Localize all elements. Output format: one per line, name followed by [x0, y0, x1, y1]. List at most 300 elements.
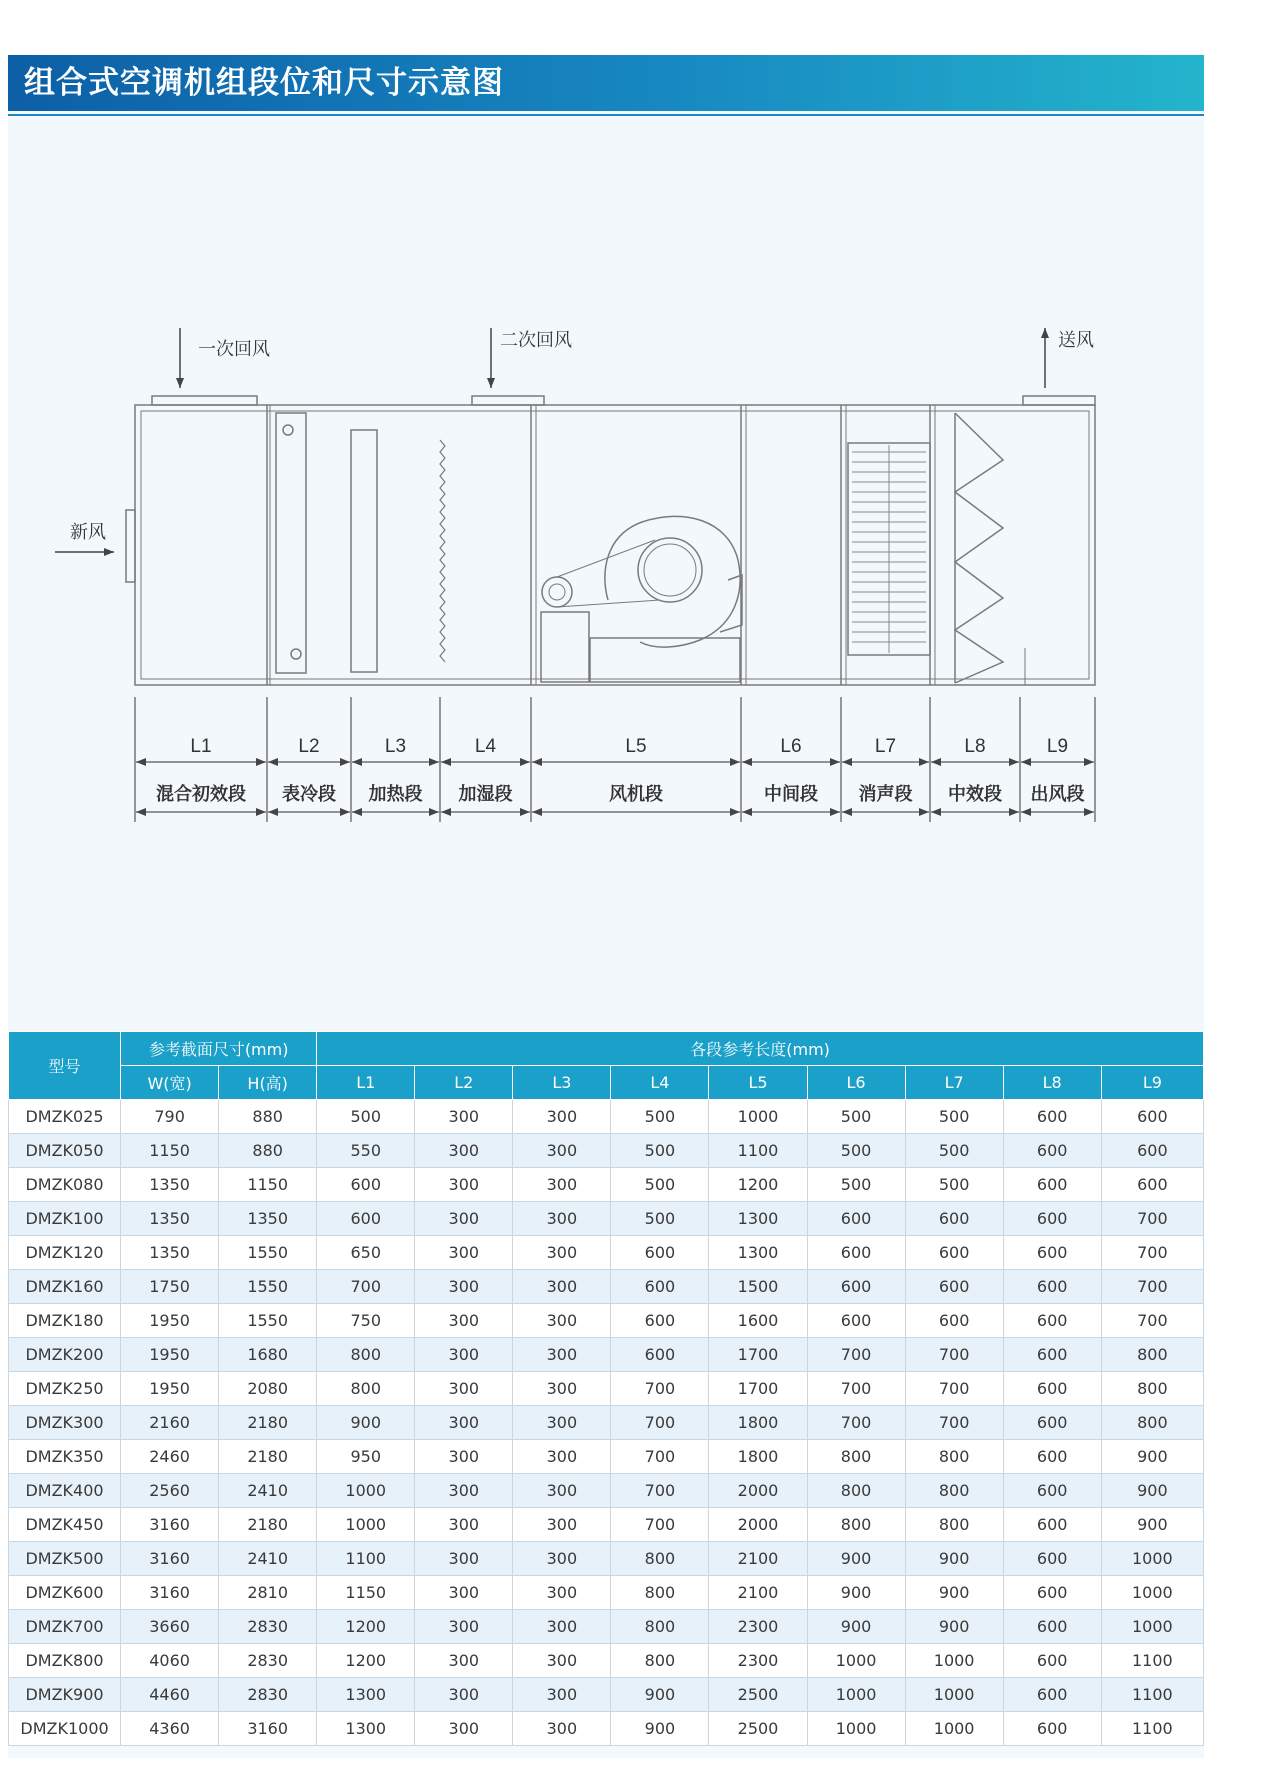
- model-cell: DMZK160: [9, 1270, 121, 1304]
- value-cell: 880: [219, 1134, 317, 1168]
- supply-label: 送风: [1058, 330, 1094, 350]
- humidifier-element: [440, 440, 445, 662]
- value-cell: 600: [1003, 1168, 1101, 1202]
- value-cell: 800: [905, 1440, 1003, 1474]
- value-cell: 1100: [709, 1134, 807, 1168]
- value-cell: 300: [415, 1100, 513, 1134]
- value-cell: 1800: [709, 1440, 807, 1474]
- value-cell: 500: [905, 1134, 1003, 1168]
- value-cell: 4060: [121, 1644, 219, 1678]
- value-cell: 600: [1003, 1610, 1101, 1644]
- value-cell: 600: [1003, 1474, 1101, 1508]
- value-cell: 300: [513, 1134, 611, 1168]
- value-cell: 1200: [317, 1644, 415, 1678]
- value-cell: 2180: [219, 1406, 317, 1440]
- value-cell: 300: [415, 1134, 513, 1168]
- table-row: [9, 1678, 1204, 1712]
- value-cell: 600: [1003, 1304, 1101, 1338]
- value-cell: 300: [513, 1100, 611, 1134]
- value-cell: 800: [905, 1474, 1003, 1508]
- value-cell: 1100: [317, 1542, 415, 1576]
- value-cell: 800: [1101, 1338, 1203, 1372]
- section-code-label: L5: [625, 736, 647, 757]
- section-code-label: L1: [190, 736, 212, 757]
- value-cell: 300: [513, 1440, 611, 1474]
- column-header: L5: [709, 1066, 807, 1100]
- table-row: [9, 1270, 1204, 1304]
- value-cell: 1350: [121, 1202, 219, 1236]
- value-cell: 700: [611, 1406, 709, 1440]
- value-cell: 700: [1101, 1202, 1203, 1236]
- value-cell: 300: [513, 1542, 611, 1576]
- section-name-label: 加热段: [368, 784, 423, 804]
- value-cell: 1000: [1101, 1576, 1203, 1610]
- value-cell: 600: [1003, 1338, 1101, 1372]
- section-name-label: 混合初效段: [156, 784, 246, 804]
- value-cell: 2300: [709, 1610, 807, 1644]
- value-cell: 600: [1003, 1440, 1101, 1474]
- column-header: L8: [1003, 1066, 1101, 1100]
- spec-table: [8, 1031, 1204, 1746]
- value-cell: 600: [1101, 1100, 1203, 1134]
- value-cell: 2300: [709, 1644, 807, 1678]
- model-cell: DMZK800: [9, 1644, 121, 1678]
- value-cell: 800: [317, 1338, 415, 1372]
- value-cell: 800: [611, 1644, 709, 1678]
- value-cell: 700: [905, 1338, 1003, 1372]
- value-cell: 1300: [317, 1678, 415, 1712]
- value-cell: 1500: [709, 1270, 807, 1304]
- value-cell: 3160: [219, 1712, 317, 1746]
- value-cell: 300: [513, 1338, 611, 1372]
- value-cell: 300: [513, 1474, 611, 1508]
- value-cell: 300: [415, 1610, 513, 1644]
- value-cell: 600: [611, 1304, 709, 1338]
- value-cell: 1000: [905, 1644, 1003, 1678]
- column-header: L6: [807, 1066, 905, 1100]
- column-header: L4: [611, 1066, 709, 1100]
- value-cell: 600: [807, 1202, 905, 1236]
- value-cell: 500: [807, 1168, 905, 1202]
- value-cell: 600: [1003, 1542, 1101, 1576]
- value-cell: 700: [1101, 1304, 1203, 1338]
- table-row: [9, 1100, 1204, 1134]
- value-cell: 2160: [121, 1406, 219, 1440]
- value-cell: 300: [513, 1304, 611, 1338]
- value-cell: 300: [513, 1576, 611, 1610]
- value-cell: 4460: [121, 1678, 219, 1712]
- value-cell: 600: [611, 1236, 709, 1270]
- table-row: [9, 1338, 1204, 1372]
- value-cell: 500: [905, 1100, 1003, 1134]
- value-cell: 500: [317, 1100, 415, 1134]
- fan-motor-pulley-inner: [549, 584, 565, 600]
- section-code-label: L6: [780, 736, 802, 757]
- value-cell: 700: [611, 1372, 709, 1406]
- value-cell: 300: [415, 1644, 513, 1678]
- table-row: [9, 1508, 1204, 1542]
- value-cell: 1700: [709, 1372, 807, 1406]
- section-code-label: L4: [474, 736, 497, 757]
- value-cell: 2000: [709, 1508, 807, 1542]
- value-cell: 1000: [807, 1678, 905, 1712]
- value-cell: 300: [415, 1270, 513, 1304]
- value-cell: 300: [513, 1270, 611, 1304]
- value-cell: 500: [611, 1134, 709, 1168]
- value-cell: 600: [1003, 1678, 1101, 1712]
- model-cell: DMZK1000: [9, 1712, 121, 1746]
- cooling-coil: [276, 413, 306, 673]
- value-cell: 300: [513, 1372, 611, 1406]
- value-cell: 700: [611, 1508, 709, 1542]
- model-cell: DMZK050: [9, 1134, 121, 1168]
- value-cell: 700: [807, 1372, 905, 1406]
- value-cell: 500: [611, 1168, 709, 1202]
- section-name-label: 中间段: [764, 784, 818, 804]
- model-cell: DMZK250: [9, 1372, 121, 1406]
- unit-casing: [135, 405, 1095, 685]
- value-cell: 500: [611, 1202, 709, 1236]
- value-cell: 1600: [709, 1304, 807, 1338]
- value-cell: 300: [415, 1542, 513, 1576]
- value-cell: 600: [611, 1270, 709, 1304]
- value-cell: 600: [317, 1202, 415, 1236]
- secondary-return-collar: [472, 396, 544, 405]
- value-cell: 800: [611, 1610, 709, 1644]
- column-header: L2: [415, 1066, 513, 1100]
- value-cell: 2410: [219, 1474, 317, 1508]
- value-cell: 500: [611, 1100, 709, 1134]
- model-cell: DMZK700: [9, 1610, 121, 1644]
- value-cell: 650: [317, 1236, 415, 1270]
- value-cell: 300: [415, 1712, 513, 1746]
- table-row: [9, 1168, 1204, 1202]
- value-cell: 300: [415, 1304, 513, 1338]
- value-cell: 900: [1101, 1474, 1203, 1508]
- value-cell: 1350: [121, 1236, 219, 1270]
- value-cell: 2180: [219, 1440, 317, 1474]
- value-cell: 900: [807, 1610, 905, 1644]
- value-cell: 550: [317, 1134, 415, 1168]
- value-cell: 600: [1003, 1576, 1101, 1610]
- model-cell: DMZK080: [9, 1168, 121, 1202]
- section-code-label: L8: [964, 736, 986, 757]
- section-name-label: 风机段: [609, 784, 663, 804]
- value-cell: 800: [611, 1576, 709, 1610]
- value-cell: 2830: [219, 1644, 317, 1678]
- value-cell: 1680: [219, 1338, 317, 1372]
- table-row: [9, 1644, 1204, 1678]
- section-code-label: L3: [384, 736, 407, 757]
- value-cell: 1100: [1101, 1644, 1203, 1678]
- value-cell: 800: [1101, 1372, 1203, 1406]
- value-cell: 1000: [905, 1712, 1003, 1746]
- fan-belt: [557, 600, 660, 607]
- value-cell: 600: [905, 1202, 1003, 1236]
- length-header: 各段参考长度(mm): [317, 1032, 1204, 1066]
- value-cell: 600: [1003, 1406, 1101, 1440]
- model-cell: DMZK600: [9, 1576, 121, 1610]
- value-cell: 1100: [1101, 1678, 1203, 1712]
- value-cell: 2080: [219, 1372, 317, 1406]
- bag-filter: [955, 413, 1003, 683]
- value-cell: 3160: [121, 1508, 219, 1542]
- value-cell: 300: [513, 1644, 611, 1678]
- value-cell: 1100: [1101, 1712, 1203, 1746]
- model-header: 型号: [9, 1032, 121, 1100]
- value-cell: 800: [1101, 1406, 1203, 1440]
- value-cell: 600: [1003, 1100, 1101, 1134]
- fresh-air-label: 新风: [70, 522, 106, 542]
- value-cell: 1200: [709, 1168, 807, 1202]
- column-header: W(宽): [121, 1066, 219, 1100]
- value-cell: 600: [1003, 1202, 1101, 1236]
- value-cell: 900: [611, 1678, 709, 1712]
- value-cell: 300: [415, 1440, 513, 1474]
- value-cell: 700: [905, 1406, 1003, 1440]
- supply-collar: [1023, 396, 1095, 405]
- value-cell: 300: [513, 1508, 611, 1542]
- table-row: [9, 1372, 1204, 1406]
- section-code-label: L9: [1046, 736, 1069, 757]
- value-cell: 300: [415, 1678, 513, 1712]
- value-cell: 300: [415, 1338, 513, 1372]
- value-cell: 700: [807, 1338, 905, 1372]
- column-header: L7: [905, 1066, 1003, 1100]
- value-cell: 800: [317, 1372, 415, 1406]
- section-code-label: L7: [874, 736, 897, 757]
- value-cell: 300: [513, 1236, 611, 1270]
- section-name-label: 出风段: [1030, 784, 1085, 804]
- value-cell: 1800: [709, 1406, 807, 1440]
- value-cell: 600: [905, 1236, 1003, 1270]
- column-header: L9: [1101, 1066, 1203, 1100]
- value-cell: 600: [1003, 1270, 1101, 1304]
- page-title: 组合式空调机组段位和尺寸示意图: [24, 65, 504, 101]
- coil-port-icon: [283, 425, 293, 435]
- fan-housing: [605, 516, 740, 647]
- value-cell: 700: [807, 1406, 905, 1440]
- value-cell: 700: [1101, 1236, 1203, 1270]
- table-row: [9, 1610, 1204, 1644]
- value-cell: 600: [611, 1338, 709, 1372]
- coil-port-icon: [291, 649, 301, 659]
- value-cell: 1350: [219, 1202, 317, 1236]
- table-row: [9, 1440, 1204, 1474]
- value-cell: 300: [513, 1202, 611, 1236]
- value-cell: 1000: [807, 1644, 905, 1678]
- value-cell: 1350: [121, 1168, 219, 1202]
- value-cell: 2560: [121, 1474, 219, 1508]
- value-cell: 900: [611, 1712, 709, 1746]
- model-cell: DMZK120: [9, 1236, 121, 1270]
- table-row: [9, 1474, 1204, 1508]
- value-cell: 600: [1003, 1508, 1101, 1542]
- value-cell: 700: [905, 1372, 1003, 1406]
- value-cell: 900: [317, 1406, 415, 1440]
- value-cell: 3660: [121, 1610, 219, 1644]
- value-cell: 300: [415, 1474, 513, 1508]
- value-cell: 300: [415, 1576, 513, 1610]
- value-cell: 880: [219, 1100, 317, 1134]
- value-cell: 600: [905, 1270, 1003, 1304]
- value-cell: 300: [513, 1678, 611, 1712]
- value-cell: 700: [611, 1474, 709, 1508]
- value-cell: 1000: [1101, 1610, 1203, 1644]
- value-cell: 2100: [709, 1576, 807, 1610]
- table-row: [9, 1202, 1204, 1236]
- value-cell: 1150: [317, 1576, 415, 1610]
- value-cell: 2180: [219, 1508, 317, 1542]
- section-code-label: L2: [298, 736, 320, 757]
- value-cell: 300: [415, 1372, 513, 1406]
- value-cell: 600: [807, 1236, 905, 1270]
- value-cell: 1150: [219, 1168, 317, 1202]
- value-cell: 1950: [121, 1338, 219, 1372]
- value-cell: 800: [611, 1542, 709, 1576]
- model-cell: DMZK300: [9, 1406, 121, 1440]
- model-cell: DMZK350: [9, 1440, 121, 1474]
- value-cell: 2100: [709, 1542, 807, 1576]
- value-cell: 1750: [121, 1270, 219, 1304]
- value-cell: 600: [807, 1304, 905, 1338]
- value-cell: 1000: [905, 1678, 1003, 1712]
- value-cell: 3160: [121, 1576, 219, 1610]
- value-cell: 300: [415, 1508, 513, 1542]
- value-cell: 950: [317, 1440, 415, 1474]
- column-header: L3: [513, 1066, 611, 1100]
- value-cell: 1000: [317, 1474, 415, 1508]
- model-cell: DMZK100: [9, 1202, 121, 1236]
- model-cell: DMZK900: [9, 1678, 121, 1712]
- value-cell: 600: [905, 1304, 1003, 1338]
- value-cell: 1000: [317, 1508, 415, 1542]
- model-cell: DMZK025: [9, 1100, 121, 1134]
- value-cell: 2000: [709, 1474, 807, 1508]
- value-cell: 1300: [709, 1236, 807, 1270]
- section-name-label: 表冷段: [282, 784, 336, 804]
- value-cell: 800: [807, 1474, 905, 1508]
- value-cell: 600: [317, 1168, 415, 1202]
- value-cell: 600: [1101, 1168, 1203, 1202]
- value-cell: 600: [1003, 1236, 1101, 1270]
- value-cell: 2810: [219, 1576, 317, 1610]
- value-cell: 1950: [121, 1304, 219, 1338]
- table-row: [9, 1542, 1204, 1576]
- fresh-air-collar: [126, 510, 135, 582]
- table-row: [9, 1712, 1204, 1746]
- value-cell: 300: [415, 1236, 513, 1270]
- value-cell: 700: [1101, 1270, 1203, 1304]
- value-cell: 800: [807, 1440, 905, 1474]
- model-cell: DMZK450: [9, 1508, 121, 1542]
- fan-motor: [541, 612, 589, 682]
- value-cell: 1950: [121, 1372, 219, 1406]
- value-cell: 3160: [121, 1542, 219, 1576]
- model-cell: DMZK400: [9, 1474, 121, 1508]
- value-cell: 300: [415, 1202, 513, 1236]
- value-cell: 900: [905, 1610, 1003, 1644]
- value-cell: 1000: [709, 1100, 807, 1134]
- value-cell: 1300: [709, 1202, 807, 1236]
- value-cell: 600: [1101, 1134, 1203, 1168]
- section-name-label: 中效段: [948, 784, 1002, 804]
- secondary-return-label: 二次回风: [500, 330, 572, 350]
- model-cell: DMZK180: [9, 1304, 121, 1338]
- table-row: [9, 1406, 1204, 1440]
- value-cell: 900: [1101, 1440, 1203, 1474]
- value-cell: 300: [513, 1712, 611, 1746]
- value-cell: 900: [807, 1542, 905, 1576]
- value-cell: 2830: [219, 1610, 317, 1644]
- value-cell: 900: [807, 1576, 905, 1610]
- value-cell: 4360: [121, 1712, 219, 1746]
- value-cell: 600: [1003, 1712, 1101, 1746]
- primary-return-label: 一次回风: [198, 339, 270, 359]
- table-row: [9, 1576, 1204, 1610]
- value-cell: 700: [317, 1270, 415, 1304]
- value-cell: 2500: [709, 1712, 807, 1746]
- value-cell: 500: [905, 1168, 1003, 1202]
- value-cell: 900: [905, 1576, 1003, 1610]
- value-cell: 1550: [219, 1304, 317, 1338]
- section-name-label: 加湿段: [458, 784, 513, 804]
- unit-casing-inner: [141, 411, 1089, 679]
- value-cell: 1550: [219, 1236, 317, 1270]
- primary-return-collar: [152, 396, 257, 405]
- value-cell: 600: [1003, 1134, 1101, 1168]
- section-name-label: 消声段: [858, 784, 913, 804]
- value-cell: 2830: [219, 1678, 317, 1712]
- value-cell: 300: [513, 1168, 611, 1202]
- value-cell: 750: [317, 1304, 415, 1338]
- fan-wheel: [638, 538, 702, 602]
- value-cell: 1000: [1101, 1542, 1203, 1576]
- value-cell: 1150: [121, 1134, 219, 1168]
- heating-coil: [351, 430, 377, 672]
- fan-motor-pulley: [542, 577, 572, 607]
- model-cell: DMZK500: [9, 1542, 121, 1576]
- value-cell: 2460: [121, 1440, 219, 1474]
- column-header: L1: [317, 1066, 415, 1100]
- value-cell: 700: [611, 1440, 709, 1474]
- value-cell: 800: [807, 1508, 905, 1542]
- column-header: H(高): [219, 1066, 317, 1100]
- section-size-header: 参考截面尺寸(mm): [121, 1032, 317, 1066]
- model-cell: DMZK200: [9, 1338, 121, 1372]
- value-cell: 1000: [807, 1712, 905, 1746]
- table-row: [9, 1134, 1204, 1168]
- fan-wheel-inner: [644, 544, 696, 596]
- value-cell: 300: [513, 1610, 611, 1644]
- value-cell: 2410: [219, 1542, 317, 1576]
- value-cell: 300: [415, 1406, 513, 1440]
- value-cell: 600: [1003, 1644, 1101, 1678]
- value-cell: 600: [807, 1270, 905, 1304]
- value-cell: 2500: [709, 1678, 807, 1712]
- table-row: [9, 1304, 1204, 1338]
- value-cell: 1200: [317, 1610, 415, 1644]
- value-cell: 600: [1003, 1372, 1101, 1406]
- value-cell: 900: [1101, 1508, 1203, 1542]
- value-cell: 1700: [709, 1338, 807, 1372]
- table-row: [9, 1236, 1204, 1270]
- value-cell: 1550: [219, 1270, 317, 1304]
- value-cell: 900: [905, 1542, 1003, 1576]
- value-cell: 500: [807, 1134, 905, 1168]
- value-cell: 300: [415, 1168, 513, 1202]
- fan-base: [590, 638, 740, 682]
